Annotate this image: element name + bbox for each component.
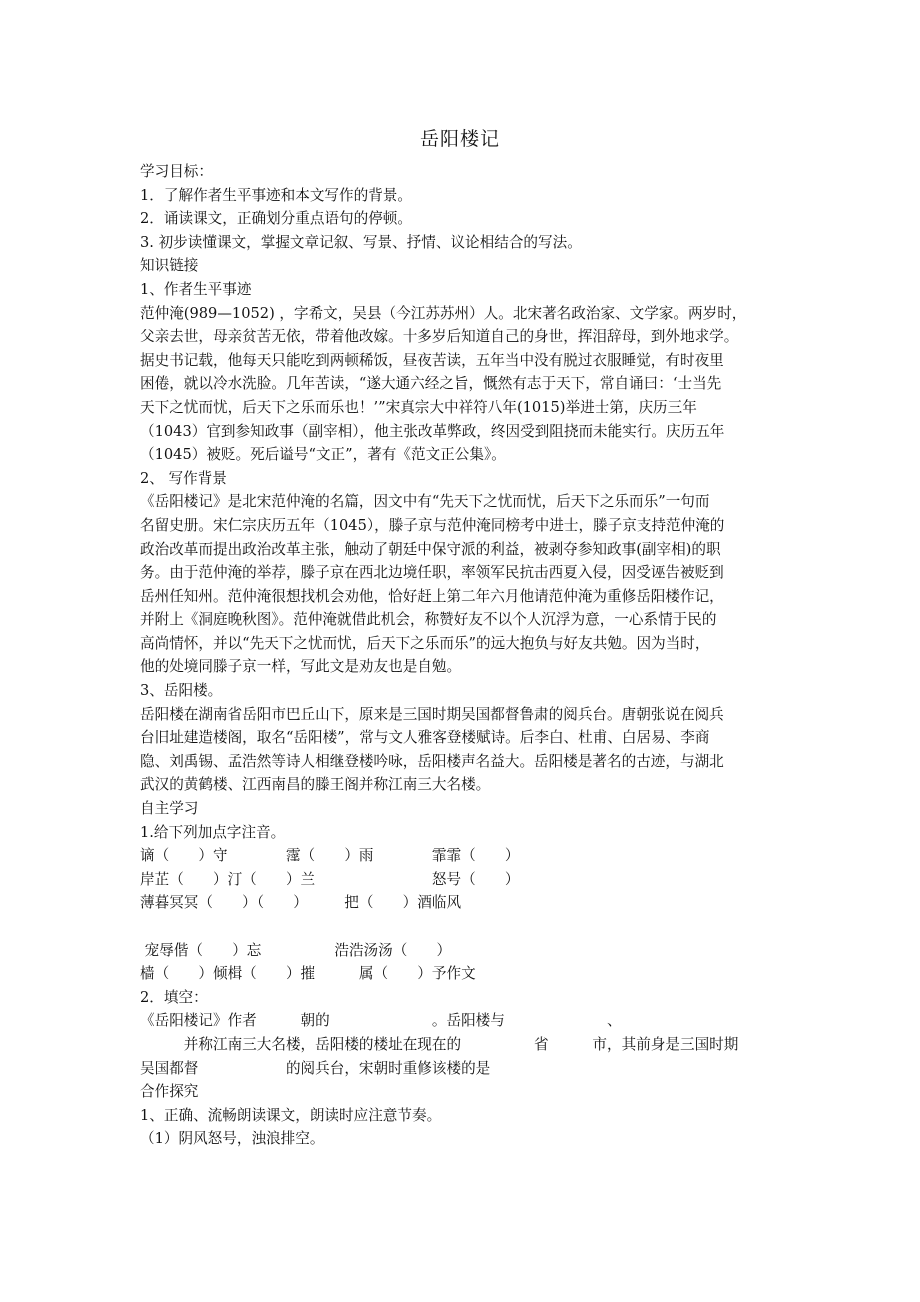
goal-item: 3. 初步读懂课文，掌握文章记叙、写景、抒情、议论相结合的写法。 — [140, 233, 582, 251]
section3-line: 台旧址建造楼阁，取名“岳阳楼”，常与文人雅客登楼赋诗。后李白、杜甫、白居易、李商 — [140, 729, 710, 747]
goal-item: 1．了解作者生平事迹和本文写作的背景。 — [140, 186, 412, 204]
section2-line: 并附上《洞庭晚秋图》。范仲淹就借此机会，称赞好友不以个人沉浮为意，一心系情于民的 — [140, 611, 717, 629]
knowledge-heading: 知识链接 — [140, 257, 199, 275]
document-body — [140, 160, 800, 1151]
section2-heading: 2、 写作背景 — [140, 469, 227, 487]
pinyin-row: 谪（ ）守 霪（ ）雨 霏霏（ ） — [140, 847, 520, 865]
section1-line: （1045）被贬。死后谥号“文正”，著有《范文正公集》。 — [140, 446, 506, 464]
coop-item: 1、正确、流畅朗读课文，朗读时应注意节奏。 — [140, 1106, 442, 1124]
section1-line: 天下之忧而忧，后天下之乐而乐也！’”宋真宗大中祥符八年(1015)举进士第，庆历三年 — [140, 398, 697, 416]
section3-line: 隐、刘禹锡、孟浩然等诗人相继登楼吟咏，岳阳楼声名益大。岳阳楼是著名的古迹，与湖北 — [140, 752, 724, 770]
section2-line: 名留史册。宋仁宗庆历五年（1045），滕子京与范仲淹同榜考中进士，滕子京支持范仲淹的 — [140, 516, 725, 534]
section2-line: 务。由于范仲淹的举荐，滕子京在西北边境任职，率领军民抗击西夏入侵，因受诬告被贬到 — [140, 564, 724, 582]
section3-line: 岳阳楼在湖南省岳阳市巴丘山下，原来是三国时期吴国都督鲁肃的阅兵台。唐朝张说在阅兵 — [140, 705, 724, 723]
section1-line: 范仲淹(989—1052) ，字希文，吴县（今江苏苏州）人。北宋著名政治家、文学家。两岁时， — [140, 304, 747, 322]
section3-heading: 3、岳阳楼。 — [140, 682, 223, 700]
section1-line: （1043）官到参知政事（副宰相），他主张改革弊政，终因受到阻挠而未能实行。庆历五年 — [140, 422, 725, 440]
goals-heading: 学习目标： — [140, 163, 213, 180]
section3-line: 武汉的黄鹤楼、江西南昌的滕王阁并称江南三大名楼。 — [140, 776, 491, 794]
section2-line: 岳州任知州。范仲淹很想找机会劝他，恰好赶上第二年六月他请范仲淹为重修岳阳楼作记， — [140, 587, 724, 605]
section1-line: 困倦，就以冷水洗脸。几年苦读，“遂大通六经之旨，慨然有志于天下，常自诵曰：‘士当先 — [140, 375, 722, 393]
section2-line: 他的处境同滕子京一样，写此文是劝友也是自勉。 — [140, 658, 462, 676]
section1-line: 据史书记载，他每天只能吃到两顿稀饭，昼夜苦读，五年当中没有脱过衣服睡觉，有时夜里 — [140, 351, 724, 369]
section1-line: 父亲去世，母亲贫苦无依，带着他改嫁。十多岁后知道自己的身世，挥泪辞母，到外地求学。 — [140, 328, 739, 346]
section1-heading: 1、作者生平事迹 — [140, 280, 252, 298]
pinyin-row: 薄暮冥冥（ ）（ ） 把（ ）酒临风 — [140, 894, 462, 912]
fill-blank-line: 吴国都督 的阅兵台，宋朝时重修该楼的是 — [140, 1059, 491, 1077]
blank-line — [140, 915, 800, 939]
page-title: 岳阳楼记 — [419, 128, 500, 150]
pinyin-row: 宠辱偕（ ）忘 浩浩汤汤（ ） — [140, 941, 452, 959]
question2-heading: 2．填空： — [140, 988, 208, 1006]
coop-subitem: （1）阴风怒号，浊浪排空。 — [140, 1130, 325, 1148]
section2-line: 政治改革而提出政治改革主张，触动了朝廷中保守派的利益，被剥夺参知政事(副宰相)的职 — [140, 540, 721, 558]
coop-heading: 合作探究 — [140, 1083, 199, 1101]
question1-heading: 1.给下列加点字注音。 — [140, 823, 286, 841]
pinyin-row: 樯（ ）倾楫（ ）摧 属（ ）予作文 — [140, 965, 476, 983]
fill-blank-line: 《岳阳楼记》作者 朝的 。岳阳楼与 、 — [140, 1012, 622, 1030]
section2-line: 《岳阳楼记》是北宋范仲淹的名篇，因文中有“先天下之忧而忧，后天下之乐而乐”一句而 — [140, 493, 710, 511]
goal-item: 2．诵读课文，正确划分重点语句的停顿。 — [140, 210, 412, 228]
fill-blank-line: 并称江南三大名楼，岳阳楼的楼址在现在的 省 市，其前身是三国时期 — [140, 1035, 739, 1053]
self-study-heading: 自主学习 — [140, 800, 199, 818]
section2-line: 高尚情怀，并以“先天下之忧而忧，后天下之乐而乐”的远大抱负与好友共勉。因为当时， — [140, 634, 710, 652]
pinyin-row: 岸芷（ ）汀（ ）兰 怒号（ ） — [140, 870, 520, 888]
